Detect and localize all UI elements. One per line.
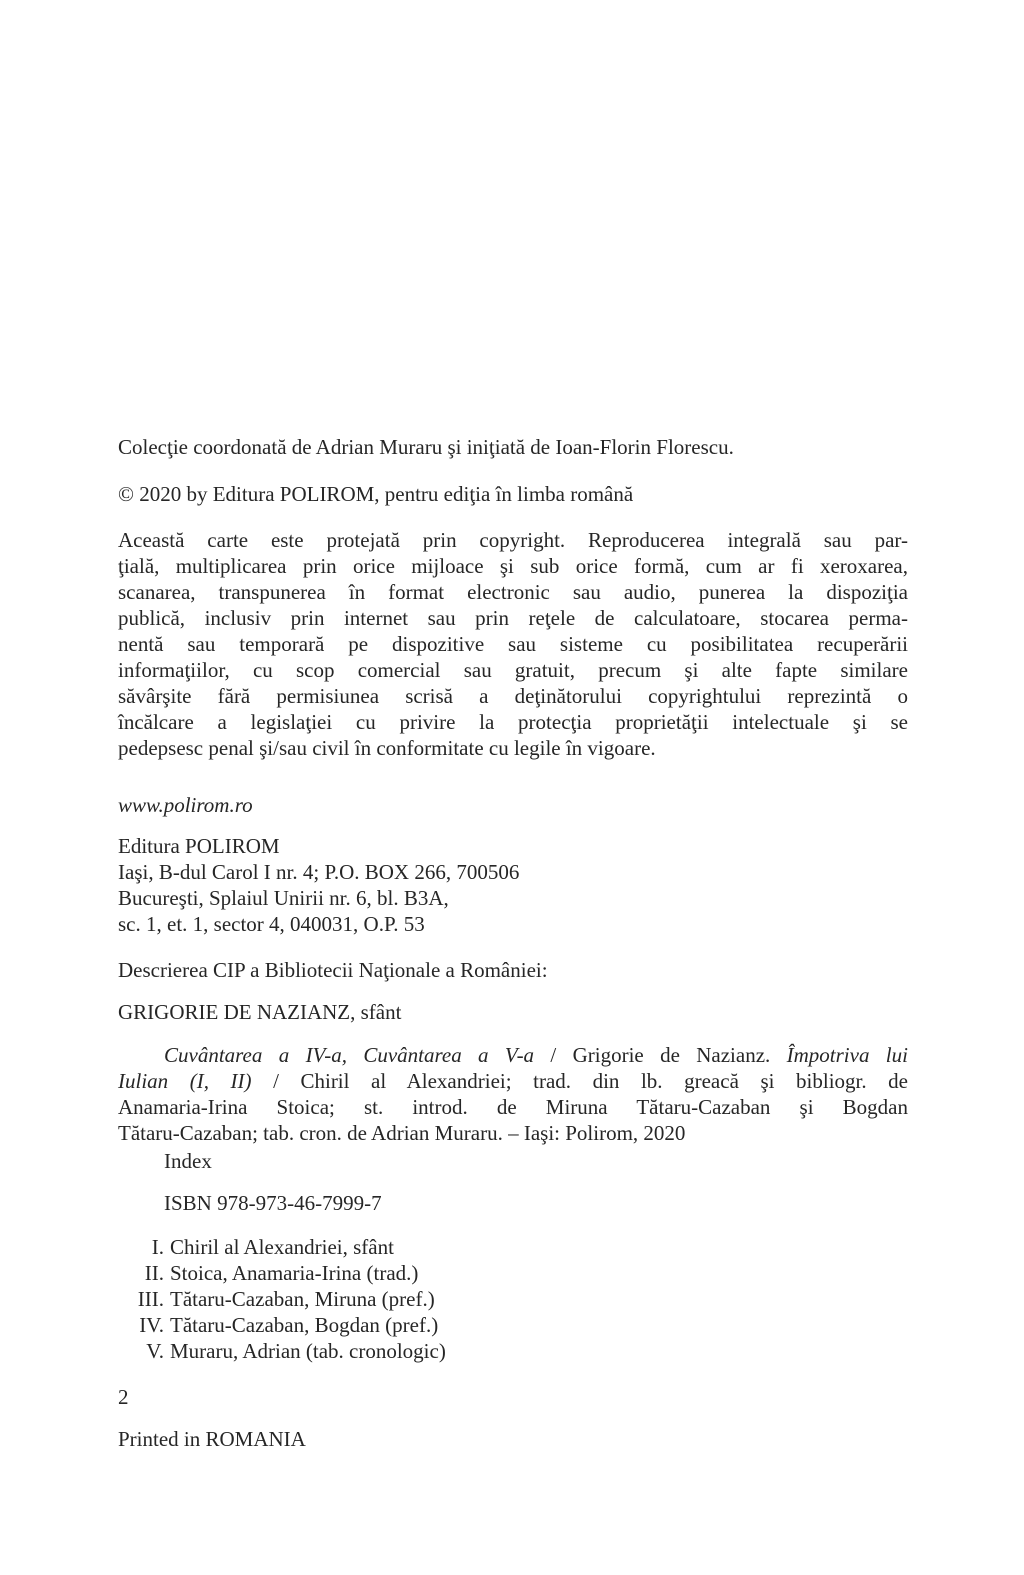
cip-entry: III. Tătaru-Cazaban, Miruna (pref.) — [137, 1287, 435, 1311]
legal-line: scanarea, transpunerea în format electronic sau audio, punerea la dispoziţia — [118, 580, 908, 604]
cip-heading: Descrierea CIP a Bibliotecii Naţionale a României: — [118, 958, 548, 982]
address-bucuresti-cont: sc. 1, et. 1, sector 4, 040031, O.P. 53 — [118, 912, 425, 936]
legal-line: pedepsesc penal şi/sau civil în conformitate cu legile în vigoare. — [118, 736, 656, 760]
coordination-note: Colecţie coordonată de Adrian Muraru şi iniţiată de Ioan-Florin Florescu. — [118, 435, 734, 459]
legal-line: ţială, multiplicarea prin orice mijloace şi sub orice formă, cum ar fi xeroxarea, — [118, 554, 908, 578]
cip-desc-line: Iulian (I, II) / Chiril al Alexandriei; trad. din lb. greacă şi bibliogr. de — [118, 1069, 908, 1093]
cip-entry: IV. Tătaru-Cazaban, Bogdan (pref.) — [139, 1313, 439, 1337]
cip-desc-line: Cuvântarea a IV-a, Cuvântarea a V-a / Grigorie de Nazianz. Împotriva lui — [164, 1043, 908, 1067]
legal-line: Această carte este protejată prin copyright. Reproducerea integrală sau par- — [118, 528, 908, 552]
legal-line: încălcare a legislaţiei cu privire la protecţia proprietăţii intelectuale şi se — [118, 710, 908, 734]
cip-entry: I. Chiril al Alexandriei, sfânt — [151, 1235, 394, 1259]
cip-author: GRIGORIE DE NAZIANZ, sfânt — [118, 1000, 402, 1024]
address-iasi: Iaşi, B-dul Carol I nr. 4; P.O. BOX 266, 700506 — [118, 860, 520, 884]
cip-entry: II. Stoica, Anamaria-Irina (trad.) — [144, 1261, 419, 1285]
cip-desc-line: Tătaru-Cazaban; tab. cron. de Adrian Muraru. – Iaşi: Polirom, 2020 — [118, 1121, 686, 1145]
printed-in: Printed in ROMANIA — [118, 1427, 306, 1451]
legal-line: săvârşite fără permisiunea scrisă a deţinătorului copyrightului reprezintă o — [118, 684, 908, 708]
isbn: ISBN 978-973-46-7999-7 — [164, 1191, 382, 1215]
classification-code: 2 — [118, 1385, 129, 1409]
address-bucuresti: Bucureşti, Splaiul Unirii nr. 6, bl. B3A, — [118, 886, 449, 910]
legal-line: informaţiilor, cu scop comercial sau gratuit, precum şi alte fapte similare — [118, 658, 908, 682]
cip-desc-line: Anamaria-Irina Stoica; st. introd. de Miruna Tătaru-Cazaban şi Bogdan — [118, 1095, 908, 1119]
cip-entry: V. Muraru, Adrian (tab. cronologic) — [146, 1339, 446, 1363]
legal-line: nentă sau temporară pe dispozitive sau sisteme cu posibilitatea recuperării — [118, 632, 908, 656]
publisher-name: Editura POLIROM — [118, 834, 280, 858]
copyright-page — [118, 0, 908, 1575]
cip-index: Index — [164, 1149, 212, 1173]
website-link[interactable]: www.polirom.ro — [118, 793, 253, 817]
copyright-notice: © 2020 by Editura POLIROM, pentru ediţia în limba română — [118, 482, 634, 506]
legal-line: publică, inclusiv prin internet sau prin reţele de calculatoare, stocarea perma- — [118, 606, 908, 630]
